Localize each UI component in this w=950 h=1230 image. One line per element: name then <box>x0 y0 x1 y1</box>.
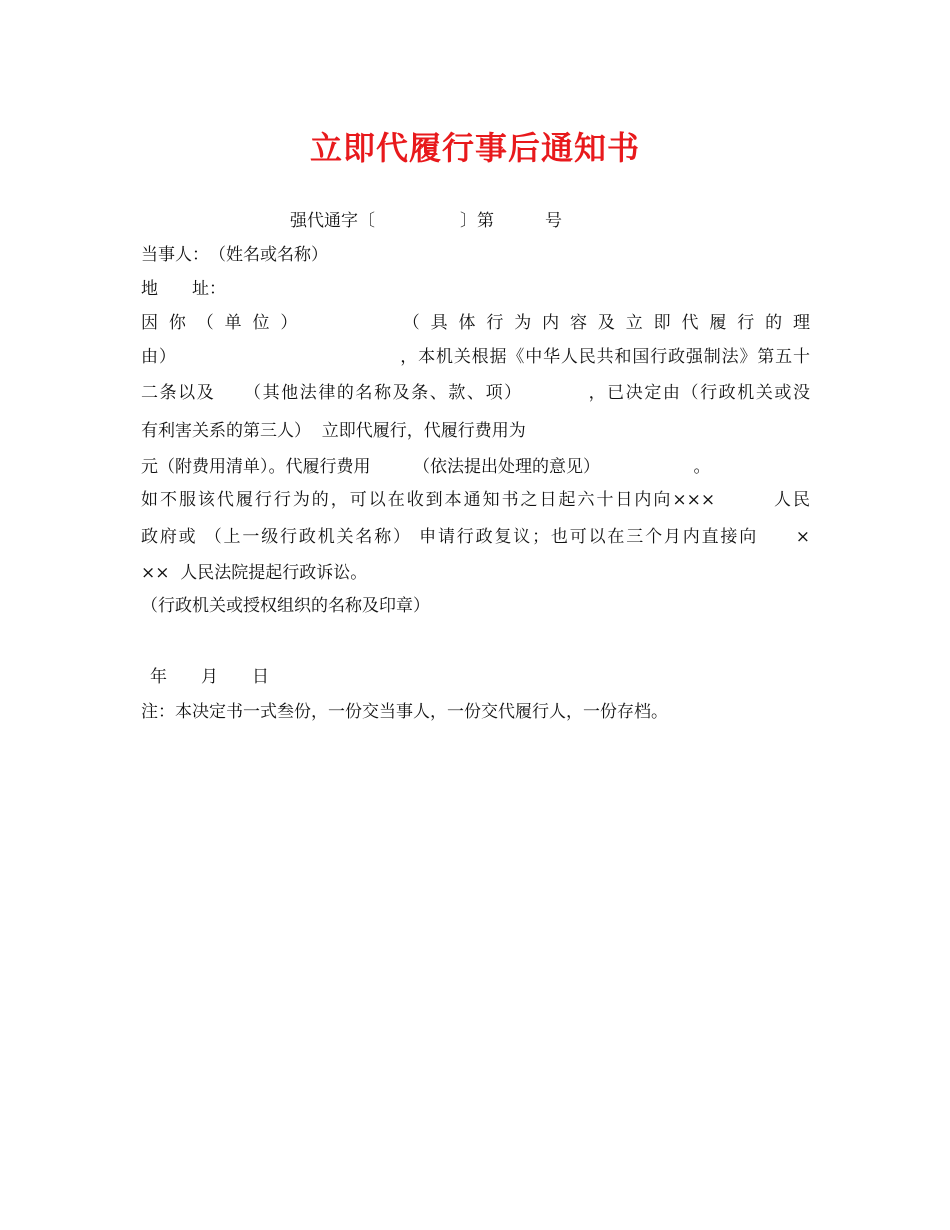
body-line-6: 如不服该代履行行为的，可以在收到本通知书之日起六十日内向××× 人民 <box>141 490 810 510</box>
body-line-3: 二条以及 （其他法律的名称及条、款、项） ，已决定由（行政机关或没 <box>141 383 810 403</box>
document-number: 强代通字〔 〕第 号 <box>290 211 562 231</box>
address-line: 地 址： <box>141 279 226 299</box>
body-line-1: 因你（单位） （具体行为内容及立即代履行的理 <box>141 313 810 333</box>
note-line: 注：本决定书一式叁份，一份交当事人，一份交代履行人，一份存档。 <box>141 702 668 722</box>
body-line-7: 政府或 （上一级行政机关名称） 申请行政复议；也可以在三个月内直接向 × <box>141 527 810 547</box>
body-line-5: 元（附费用清单）。代履行费用 （依法提出处理的意见） 。 <box>141 457 711 477</box>
body-line-4: 有利害关系的第三人） 立即代履行，代履行费用为 <box>141 421 526 441</box>
signature-line: （行政机关或授权组织的名称及印章） <box>141 596 430 616</box>
body-line-2: 由） ，本机关根据《中华人民共和国行政强制法》第五十 <box>141 347 810 367</box>
date-line: 年 月 日 <box>150 667 269 687</box>
body-line-8: ×× 人民法院提起行政诉讼。 <box>141 563 368 583</box>
party-line: 当事人： （姓名或名称） <box>141 245 328 265</box>
document-title: 立即代履行事后通知书 <box>309 129 640 167</box>
